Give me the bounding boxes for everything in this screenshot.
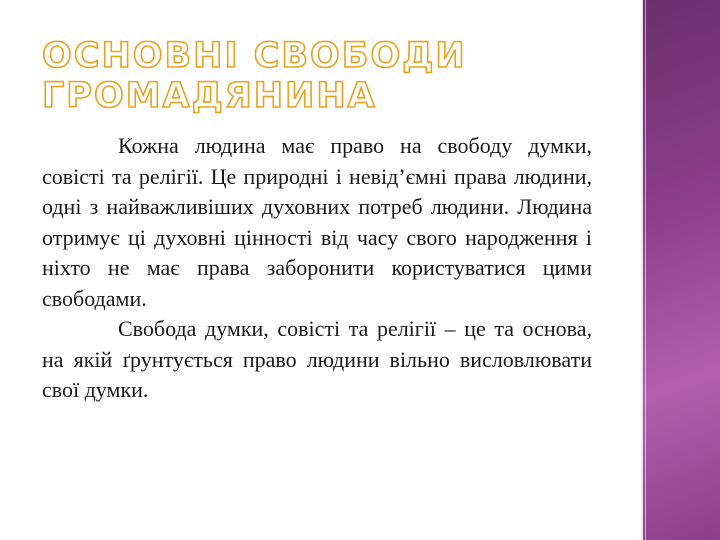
slide-title-line-1: ОСНОВНІ СВОБОДИ	[42, 36, 467, 76]
slide-body	[42, 131, 592, 406]
decorative-side-band	[641, 0, 720, 540]
slide-title-line-2: ГРОМАДЯНИНА	[42, 76, 377, 116]
decorative-side-line	[645, 0, 646, 540]
paragraph-2: Свобода думки, совісті та релігії – це та основа, на якій ґрунтується право людини вільно висловлювати свої думки.	[42, 316, 592, 402]
paragraph-1: Кожна людина має право на свободу думки, совісті та релігії. Це природні і невід’ємні права людини, одні з найважливіших духовних потреб людини. Людина отримує ці духовні цінності від часу свого народження і ніхто не має права заборонити користуватися цими свободами.	[42, 133, 592, 311]
slide-title	[42, 36, 602, 116]
